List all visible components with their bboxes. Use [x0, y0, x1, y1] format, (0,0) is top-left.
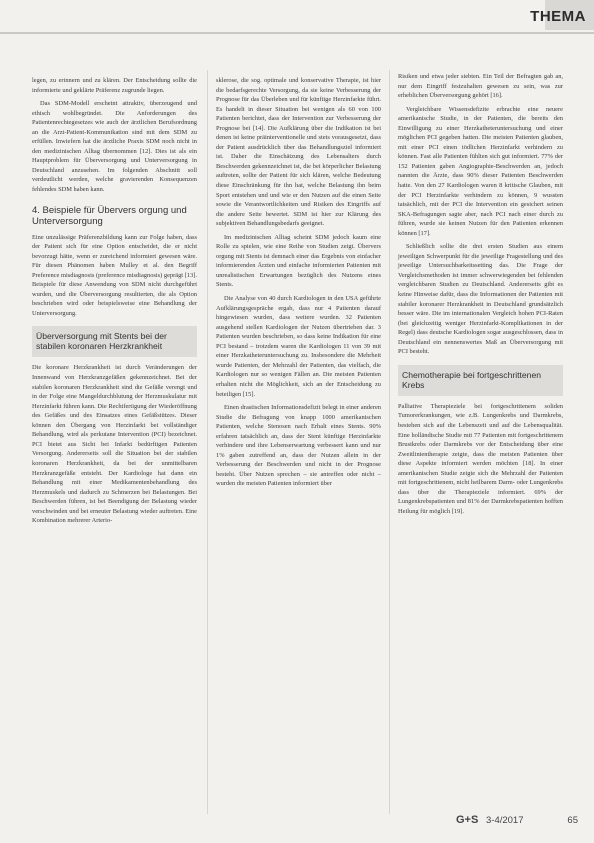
page-number: 65 [567, 815, 578, 826]
body-paragraph: sklerose, die sog. optimale und konservative Therapie, ist hier die bedarfsgerechte Versorgung, da sie keine Verbesserung der Prognose für das Überleben und für künftige Herzinfarkte führt. Es handelt in dieser Situation bei wenigen als 60 von 100 Patienten berichtet, dass der Intervention zur Verbesserung der Prognose bei [14]. Die Aufklärung über die Indikation ist bei denen ist keine präinterventionelle und stets vorausgesetzt, dass der Patient ausdrücklich über das Behandlungsziel informiert ist. Daher die Einschätzung des Lebensalters durch Beschwerden gekennzeichnet ist, die bei körperlicher Belastung auftreten, sollte der Patient für sich klären, welche Bedeutung diese Einschränkung für ihn hat, welche Belastung ihn beim Sport entstehen und und wie er den Nutzen auf die einen Seite sowie die Verantwortlichkeiten und Risiken des Eingriffs auf die andere Seite bewertet. SDM ist hier zur Klärung des subjektiven Behandlungsbedarfs geeignet. [216, 77, 381, 228]
body-paragraph: Eine unzulässige Präferenzbildung kann zur Folge haben, dass der Patient sich für eine Option entscheidet, die er nicht bevorzugt hätte, wenn er zureichend informiert gewesen wäre. Für diesen Phänomen haben Mulley et al. den Begriff Preference misdiagnosis (preference misdiagnosis) geprägt [13]. Beispiele für diese Anwendung von SDM nicht durchgeführt wurden, und die Überversorgung resultierten, die als Option beschrieben wird oder beispielsweise eine Behandlung der Unterversorgung. [32, 233, 197, 317]
column-divider [207, 70, 208, 814]
text-column-left [32, 76, 197, 530]
body-paragraph: Im medizinischen Alltag scheint SDM jedoch kaum eine Rolle zu spielen, wie eine Reihe von Studien zeigt. Übervers orgung mit Stents ist demnach einer das Ergebnis von einfacher informierenden Ärzten und einfache informierten Patienten mit unrealistischen Erwartungen bezüglich des Nutzens eines Stents. [216, 233, 381, 289]
subsection-heading: Überversorgung mit Stents bei der stabilen koronaren Herzkrankheit [32, 326, 197, 357]
page-footer [456, 813, 586, 829]
body-paragraph: Vergleichbare Wissensdefizite erbrachte eine neuere amerikanische Studie, in der Patienten, die bereits den Einwilligung zu einer Herzkatheteruntersuchung und einer möglichen PCI gegeben hatten. Die meisten Patienten glauben, mit einer PCI einen tödlichen Herzinfarkt verhindern zu können. Fast alle Patienten fühlten sich gut informiert. 77% der 152 Patienten gaben Angiographie-Beschwerden an, jedoch nannten die Ärzte, dass 90% dieser Patienten Beschwerden hatte. Von den 27 Kardiologen waren 8 kritische Glauben, mit der PCI Herzinfarkte verhindern zu können, 9 wussten tatsächlich, mit der PCI die Intervention ein gesichert seinen SKA-Befragungen sagte aber, nach PCI nach einer durch zu führen, wurde sie keinen Nutzen für den Patienten erkennen können [17]. [398, 105, 563, 237]
journal-name: G+S [456, 814, 479, 826]
column-divider [389, 70, 390, 814]
body-paragraph: Die Analyse von 40 durch Kardiologen in den USA geführte Aufklärungsgespräche ergab, dass nur 4 Patienten darauf hingewiesen wurden, dass weitere wurden. 32 Patienten ausgehend stellen Kardiologen der Nutzen übertrieben dar. 3 Patienten wurden beschrieben, so dass keine Indikation für eine PCI bestand – trotzdem waren die Kardiologen 11 von 39 mit einer Herzkatheteruntersuchung zu. Insbesondere die Mehrheit wurde Patienten, der Mehrzahl der Patienten, das vielfach, die Kardiologen nur so wenigen Fällen an. Die meisten Patienten erhalten nicht die Möglichkeit, sich an der Entscheidung zu beteiligen [15]. [216, 295, 381, 398]
text-column-right [398, 72, 563, 520]
section-title: THEMA [530, 8, 586, 25]
header-divider [0, 32, 594, 34]
body-paragraph: Schließlich sollte die drei ersten Studien aus einem jeweiligen Schwerpunkt für die jeweilige Fragestellung und des jeweilige Untersuchbarkeitssetting das. Die Frage der Vergleichsmethoden ist immer schwerwiegenden bei fehlenden vergleichbaren Studien zu Deutschland. Andererseits gibt es keine Hinweise dafür, dass die Informationen der Patienten mit stabiler koronarer Herzkrankheit in Deutschland grundsätzlich besser wäre. Die im internationalen Vergleich hohen PCI-Raten (bei gleichzeitig weniger Herzinfarkt-Komplikationen in der Regel) dass deutsche Kardiologen sogar ausgeschlossen, dass in Deutschland ein nennenswertes Maß an Überversorgung mit PCI besteht. [398, 243, 563, 356]
body-paragraph: Einen drastischen Informationsdefizit belegt in einer anderen Studie die Befragung von knapp 1000 amerikanischen Patienten, welche Stenosen nach Erhalt eines Stents. 90% erfahren tatsächlich an, dass der Stent künftige Herzinfarkte verhindere und ihre Lebenserwartung verbessert kann und nur 1% gaben zutreffend an, dass der Nutzen allein in der Verbesserung der Beschwerden und nicht in der Prognose besteht. Über Nutzen sprechen – sie antreffen oder nicht – wurden die meisten Patienten informiert über [216, 404, 381, 488]
subsection-heading: Chemotherapie bei fortgeschrittenen Krebs [398, 365, 563, 396]
body-paragraph: legen, zu erinnern und zu klären. Der Entscheidung sollte die informierte und geklärte Präferenz zugrunde liegen. [32, 77, 197, 94]
body-paragraph: Palliative Therapieziele bei fortgeschrittenem soliden Tumorerkrankungen, wie z.B. Lungenkrebs und Darmkrebs, bestehen sich auf die Lebenszeit und auf die Lebensqualität. Eine holländische Studie mit 77 Patienten mit fortgeschrittenem Brustkrebs oder Darmkrebs vor der Entscheidung über eine Zweitlinientherapie zeigte, dass die meisten Patienten über diese Aspekte informiert werden möchten [18]. In einer amerikanischen Studie zeigte sich die Mehrzahl der Patienten mit fortgeschrittenem, nicht heilbarem Darm- oder Lungenkrebs dass über die Therapieziele informiert. 69% der Lungenkrebspatienten und 81% der Darmkrebspatienten hofften Heilung für möglich [19]. [398, 402, 563, 515]
body-paragraph: Risiken und etwa jeder siebten. Ein Teil der Befragten gab an, nur dem Eingriff festzuhalten gewesen zu sein, was zur erheblichen Überversorgung gehört [16]. [398, 73, 563, 100]
body-paragraph: Das SDM-Modell erscheint attraktiv, überzeugend und ethisch wohlbegründet. Die Anforderungen des Patientenrechtegesetzes wie auch der ärztlichen Berufsordnung an die Arzt-Patient-Kommunikation sind mit dem SDM zu erfüllen. Inwiefern hat die ärztliche Praxis SDM noch nicht in den medizinischen Alltag übernommen [12]. Dies ist als ein Hauptproblem für Überversorgung und Unterversorgung in Deutschland anzusehen. Im folgenden Abschnitt soll verdeutlicht werden, welche gravierenden Konsequenzen fehlendes SDM haben kann. [32, 100, 197, 194]
issue-number: 3-4/2017 [486, 815, 524, 826]
body-paragraph: Die koronare Herzkrankheit ist durch Veränderungen der Innenwand von Herzkranzgefäßen gekennzeichnet. Bei der stabilen koronaren Herzkrankheit sind die Gefäße verengt und in der Folge eine Mangeldurchblutung der Herzmuskulatur mit Herzinfarkt führen kann. Die Rechtfertigung der Wiederöffnung des Gefäßes und des Einsatzes eines Gefäßstützes. Dieser können den Übergang von Herzinfarkt bei vollständiger Behandlung, wird als perkutane Intervention (PCI) bezeichnet. PCI bietet aus Sicht bei Infarkt bedürftigen Patienten Versorgung. Andererseits soll die Situation bei der stabilen koronaren Herzkrankheit, da bei der unmittelbaren Herzkranzgefäße entsteht. Der Kardiologe hat dann ein Behandlung mit einer Medikamentenbehandlung des Herzmuskels und dadurch zu Schmerzen bei Belastungen. Bei Beschwerden führen, ist bei Beendigung der Belastung wieder verschwinden und bei erneuter Belastung wieder auftreten. Eine Kombination mehrerer Arterio- [32, 364, 197, 525]
section-heading: 4. Beispiele für Übervers orgung und Unterversorgung [32, 204, 187, 227]
text-column-middle [216, 76, 381, 493]
